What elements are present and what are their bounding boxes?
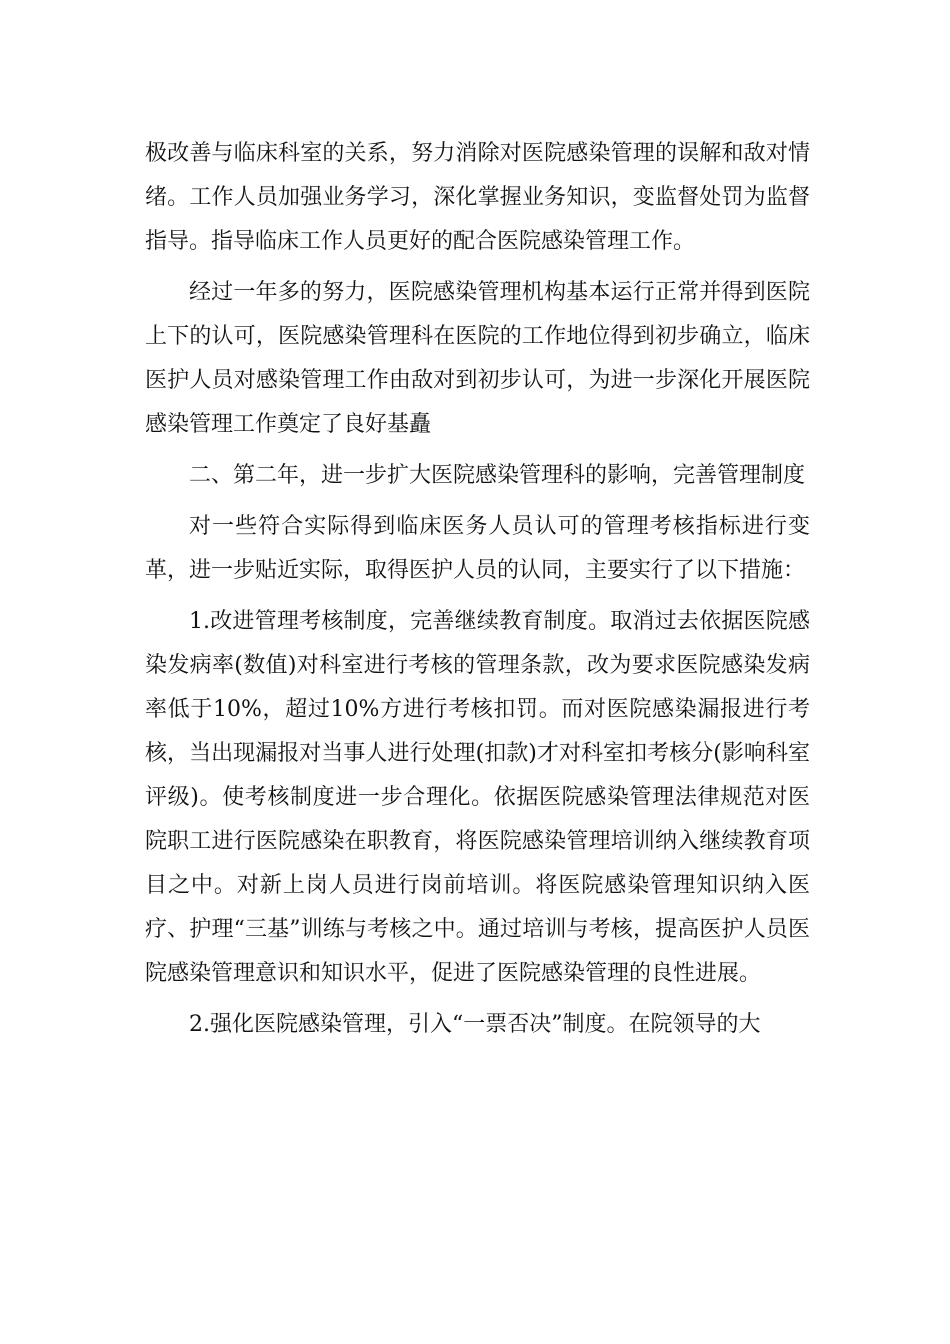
- paragraph-measure-1: 1.改进管理考核制度，完善继续教育制度。取消过去依据医院感染发病率(数值)对科室进行考核的管理条款，改为要求医院感染发病率低于10%，超过10%方进行考核扣罚。而对医院感染漏报进行考核，当出现漏报对当事人进行处理(扣款)才对科室扣考核分(影响科室评级)。使考核制度进一步合理化。依据医院感染管理法律规范对医院职工进行医院感染在职教育，将医院感染管理培训纳入继续教育项目之中。对新上岗人员进行岗前培训。将医院感染管理知识纳入医疗、护理“三基”训练与考核之中。通过培训与考核，提高医护人员医院感染管理意识和知识水平，促进了医院感染管理的良性进展。: [145, 609, 810, 986]
- document-body: [145, 132, 810, 1047]
- paragraph-measure-2: 2.强化医院感染管理，引入“一票否决”制度。在院领导的大: [189, 1012, 761, 1037]
- paragraph-continuation: 极改善与临床科室的关系，努力消除对医院感染管理的误解和敌对情绪。工作人员加强业务学习，深化掌握业务知识，变监督处罚为监督指导。指导临床工作人员更好的配合医院感染管理工作。: [145, 141, 810, 254]
- paragraph-measures-intro: 对一些符合实际得到临床医务人员认可的管理考核指标进行变革，进一步贴近实际，取得医护人员的认同，主要实行了以下措施：: [145, 514, 810, 583]
- paragraph-first-year-summary: 经过一年多的努力，医院感染管理机构基本运行正常并得到医院上下的认可，医院感染管理科在医院的工作地位得到初步确立，临床医护人员对感染管理工作由敌对到初步认可，为进一步深化开展医院感染管理工作奠定了良好基矗: [145, 280, 810, 437]
- section-heading-second-year: 二、第二年，进一步扩大医院感染管理科的影响，完善管理制度: [189, 463, 806, 488]
